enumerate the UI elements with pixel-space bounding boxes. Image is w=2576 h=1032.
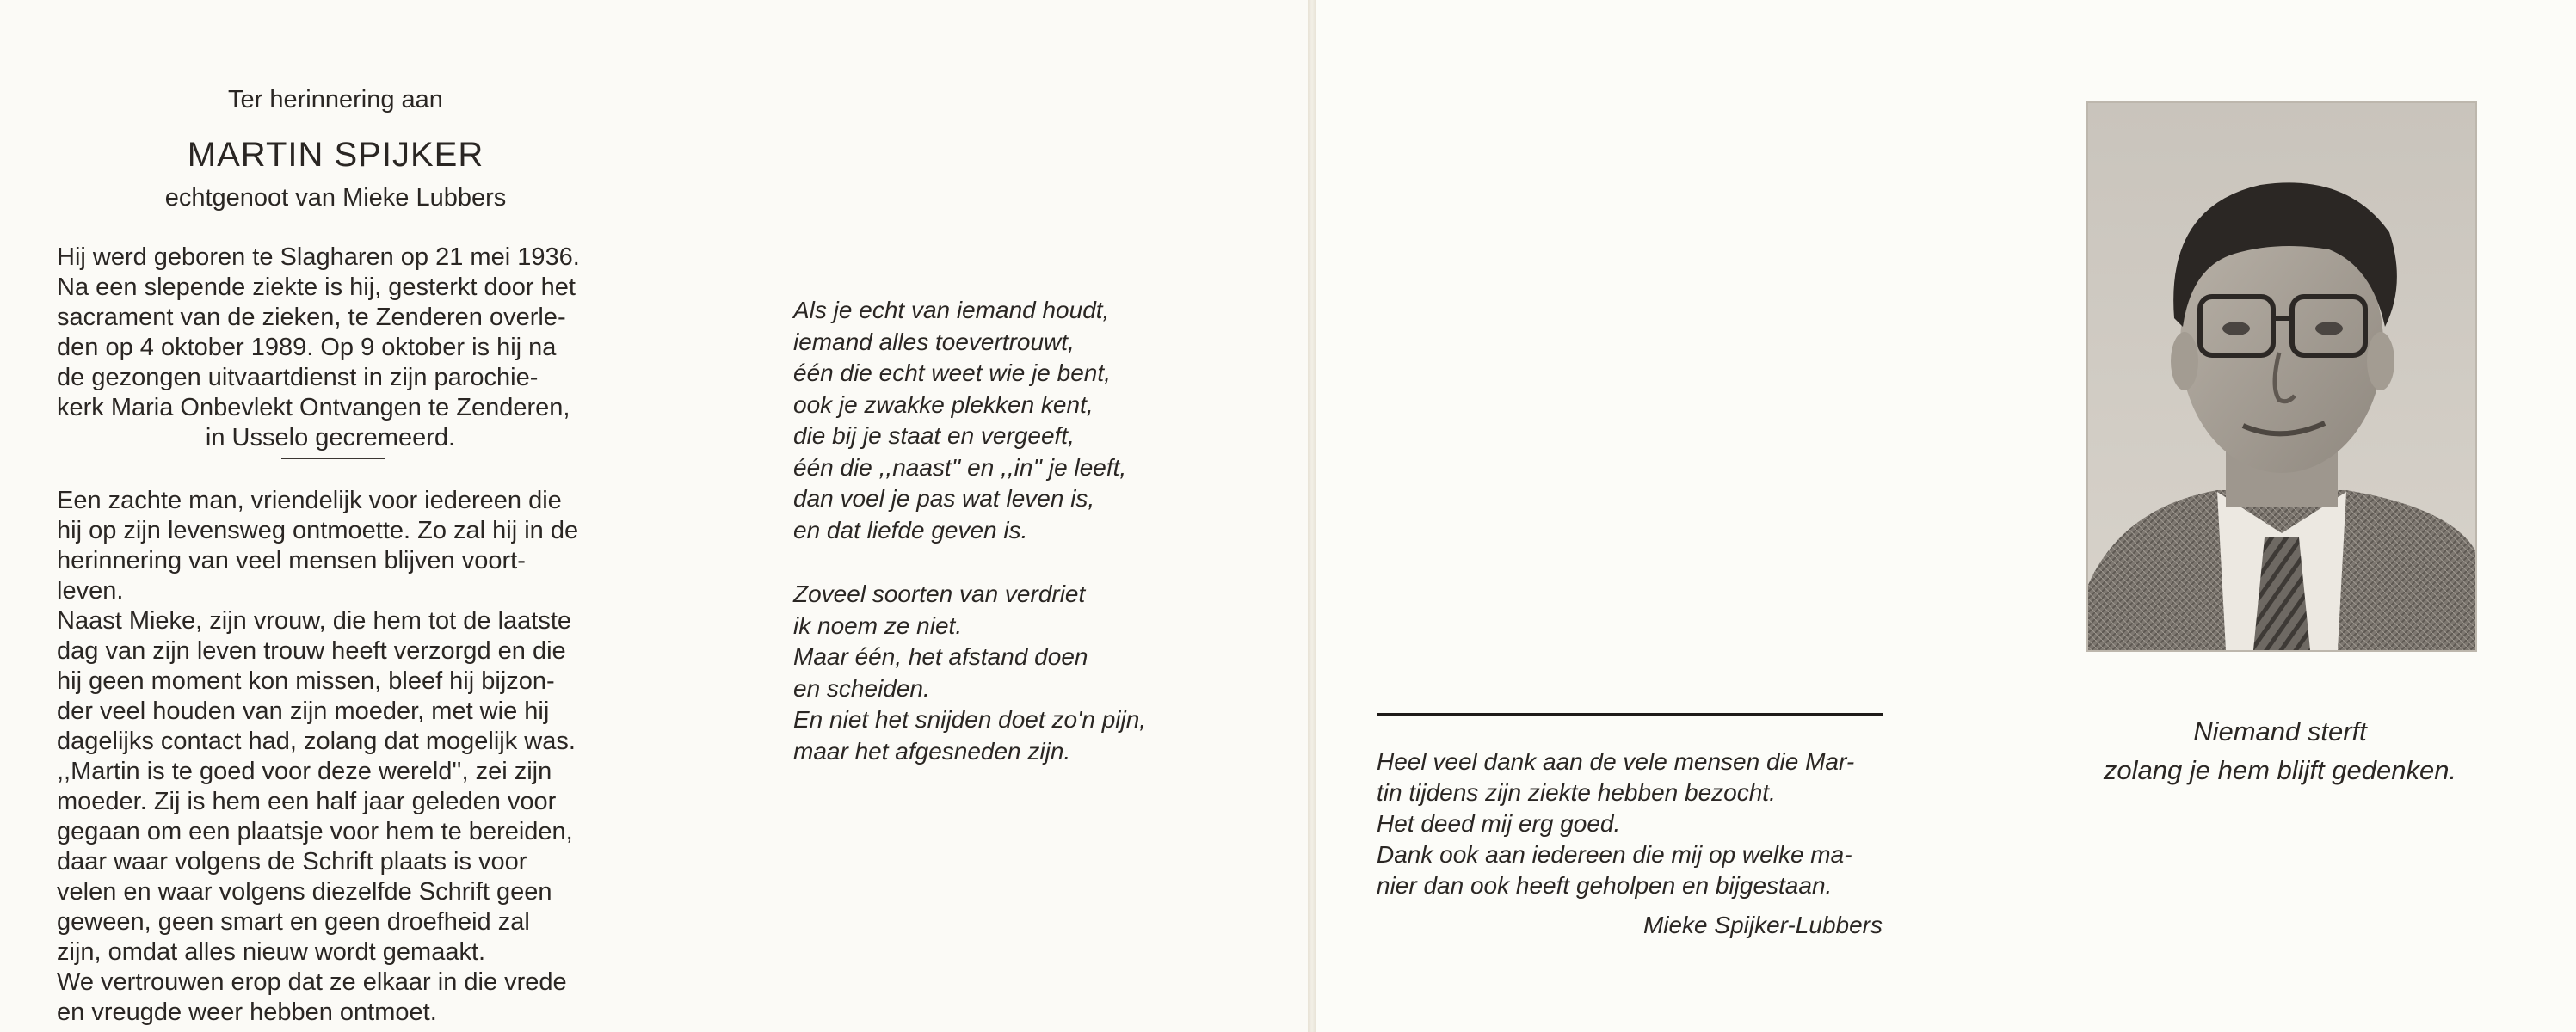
tribute-line: moeder. Zij is hem een half jaar geleden voor <box>57 788 557 815</box>
tribute-line: We vertrouwen erop dat ze elkaar in die vrede <box>57 968 567 996</box>
tribute-line: hij op zijn levensweg ontmoette. Zo zal hij in de <box>57 517 579 544</box>
thanks-text <box>1377 746 1883 901</box>
poem-line: en dat liefde geven is. <box>793 516 1028 544</box>
tribute-line: leven. <box>57 577 124 605</box>
thanks-rule <box>1377 713 1883 716</box>
quote-line: Niemand sterft <box>2193 716 2367 746</box>
poem-line: Zoveel soorten van verdriet <box>793 580 1086 607</box>
poem-line: één die echt weet wie je bent, <box>793 359 1111 386</box>
poem-line: En niet het snijden doet zo'n pijn, <box>793 706 1147 733</box>
tribute-line: Naast Mieke, zijn vrouw, die hem tot de laatste <box>57 607 572 635</box>
tribute-line: dagelijks contact had, zolang dat mogelijk was. <box>57 728 576 755</box>
tribute-line: zijn, omdat alles nieuw wordt gemaakt. <box>57 938 486 966</box>
section-divider <box>281 458 385 459</box>
intro-text: Ter herinnering aan <box>228 86 443 114</box>
tribute-line: en vreugde weer hebben ontmoet. <box>57 998 437 1026</box>
tribute-text <box>57 486 604 1028</box>
thanks-line: tin tijdens zijn ziekte hebben bezocht. <box>1377 779 1776 806</box>
card-fold <box>1308 0 1316 1032</box>
tribute-line: hij geen moment kon missen, bleef hij bijzon- <box>57 667 555 695</box>
poem-line: die bij je staat en vergeeft, <box>793 422 1075 449</box>
bio-line: Hij werd geboren te Slagharen op 21 mei 1936. <box>57 243 580 271</box>
tribute-line: dag van zijn leven trouw heeft verzorgd en die <box>57 637 566 665</box>
thanks-line: nier dan ook heeft geholpen en bijgestaan. <box>1377 872 1833 899</box>
tribute-line: ,,Martin is te goed voor deze wereld'', zei zijn <box>57 758 552 785</box>
poem-line: dan voel je pas wat leven is, <box>793 485 1095 512</box>
poem-line: iemand alles toevertrouwt, <box>793 328 1075 355</box>
bio-line: sacrament van de zieken, te Zenderen overle- <box>57 304 566 331</box>
portrait-photo <box>2086 101 2477 652</box>
tribute-line: herinnering van veel mensen blijven voort- <box>57 547 526 574</box>
tribute-line: geween, geen smart en geen droefheid zal <box>57 908 530 936</box>
bio-line: in Usselo gecremeerd. <box>205 424 456 452</box>
poem-first <box>793 295 1241 546</box>
tribute-line: daar waar volgens de Schrift plaats is voor <box>57 848 527 875</box>
bio-line: Na een slepende ziekte is hij, gesterkt door het <box>57 273 576 301</box>
tribute-line: velen en waar volgens diezelfde Schrift geen <box>57 878 552 906</box>
bio-line: kerk Maria Onbevlekt Ontvangen te Zenderen, <box>57 394 570 421</box>
poem-line: Als je echt van iemand houdt, <box>793 297 1110 323</box>
poem-line: ook je zwakke plekken kent, <box>793 390 1094 418</box>
thanks-line: Het deed mij erg goed. <box>1377 810 1621 837</box>
poem-line: Maar één, het afstand doen <box>793 643 1088 670</box>
tribute-line: der veel houden van zijn moeder, met wie hij <box>57 697 550 725</box>
thanks-line: Dank ook aan iedereen die mij op welke ma- <box>1377 841 1852 868</box>
signature: Mieke Spijker-Lubbers <box>1642 912 1883 938</box>
poem-line: en scheiden. <box>793 674 930 702</box>
poem-second <box>793 579 1241 767</box>
poem-line: maar het afgesneden zijn. <box>793 737 1071 765</box>
quote-line: zolang je hem blijft gedenken. <box>2103 755 2457 785</box>
poem-line: één die ,,naast'' en ,,in'' je leeft, <box>793 453 1127 481</box>
deceased-name: MARTIN SPIJKER <box>187 136 484 174</box>
bio-line: de gezongen uitvaartdienst in zijn parochie- <box>57 364 539 391</box>
memorial-quote <box>2065 712 2495 789</box>
spouse-line: echtgenoot van Mieke Lubbers <box>164 184 507 212</box>
tribute-line: Een zachte man, vriendelijk voor iedereen die <box>57 487 562 514</box>
poem-line: ik noem ze niet. <box>793 611 963 639</box>
tribute-line: gegaan om een plaatsje voor hem te bereiden, <box>57 818 573 845</box>
biography <box>57 243 604 453</box>
thanks-line: Heel veel dank aan de vele mensen die Mar- <box>1377 748 1855 775</box>
bio-line: den op 4 oktober 1989. Op 9 oktober is hij na <box>57 334 557 361</box>
